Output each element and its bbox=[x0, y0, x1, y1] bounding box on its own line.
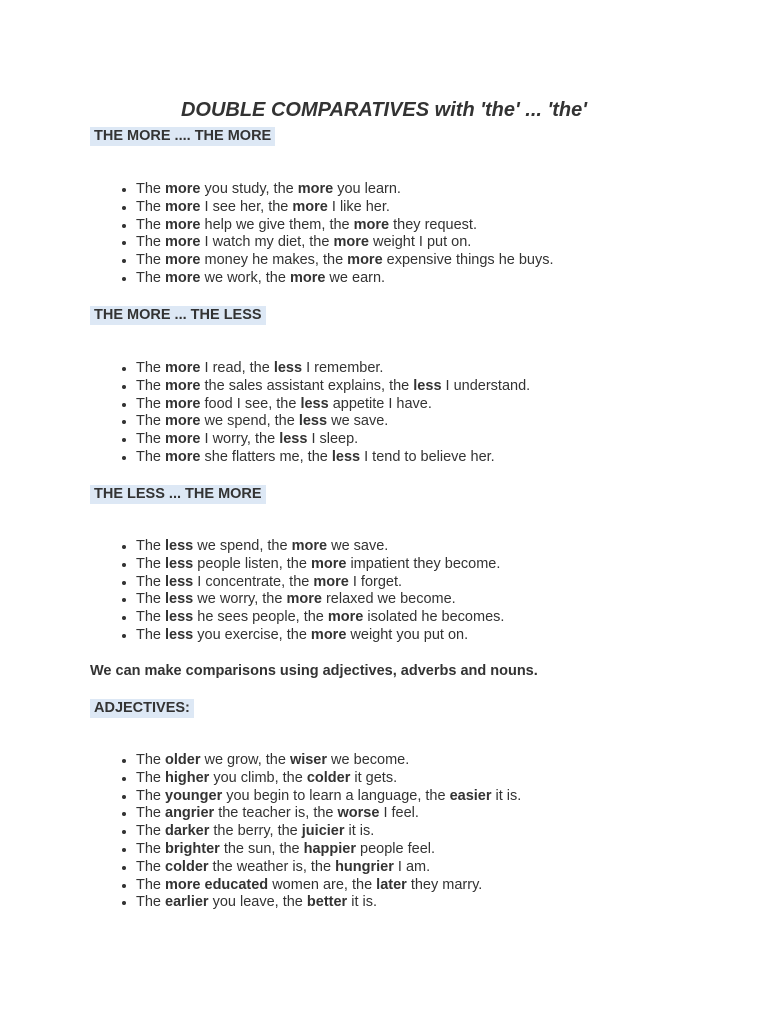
sentence-text: The bbox=[136, 234, 166, 251]
sentence-text: The bbox=[136, 823, 166, 840]
comparative-word: more bbox=[327, 609, 364, 626]
comparative-word: less bbox=[331, 448, 361, 465]
comparative-word: more bbox=[165, 234, 201, 251]
sentence-text: the berry, the bbox=[209, 823, 302, 840]
sentence-text: we spend, the bbox=[193, 538, 292, 554]
list-item bbox=[136, 627, 504, 645]
sentence-text: you begin to learn a language, the bbox=[222, 787, 450, 804]
list-item bbox=[136, 413, 530, 431]
comparative-word: happier bbox=[303, 840, 357, 857]
sentence-text: the sun, the bbox=[219, 840, 304, 857]
comparative-word: more bbox=[333, 234, 369, 251]
sentence-text: The bbox=[136, 858, 166, 875]
comparative-word: easier bbox=[449, 787, 492, 804]
comparative-word: better bbox=[306, 894, 348, 911]
comparative-word: less bbox=[300, 395, 329, 412]
sentence-text: The bbox=[136, 181, 166, 197]
comparative-word: more bbox=[165, 198, 201, 215]
list-item bbox=[136, 894, 521, 912]
comparative-word: more bbox=[347, 252, 383, 269]
comparative-word: more bbox=[165, 395, 201, 412]
comparative-word: older bbox=[165, 752, 201, 768]
comparative-word: less bbox=[165, 573, 194, 590]
sentence-text: you leave, the bbox=[208, 894, 307, 911]
comparative-word: darker bbox=[165, 823, 210, 840]
list-item bbox=[136, 556, 504, 574]
comparative-word: higher bbox=[165, 769, 210, 786]
sentence-text: they request. bbox=[389, 216, 477, 233]
comparative-word: more bbox=[289, 269, 326, 286]
comparative-word: more bbox=[292, 198, 328, 215]
sentence-text: I tend to believe her. bbox=[360, 448, 495, 465]
list-item bbox=[136, 609, 504, 627]
comparative-word: more bbox=[165, 269, 201, 286]
sentence-text: I remember. bbox=[302, 360, 384, 376]
list-item bbox=[136, 181, 554, 199]
comparative-word: less bbox=[165, 626, 194, 643]
comparison-note: We can make comparisons using adjectives, adverbs and nouns. bbox=[90, 663, 538, 679]
sentence-text: The bbox=[136, 752, 166, 768]
sentence-text: you learn. bbox=[333, 181, 401, 197]
sentence-text: The bbox=[136, 395, 166, 412]
comparative-word: more bbox=[310, 555, 347, 572]
list-item bbox=[136, 591, 504, 609]
sentence-text: we earn. bbox=[325, 269, 386, 286]
list-item bbox=[136, 877, 521, 895]
comparative-word: more bbox=[165, 360, 201, 376]
section-heading-more-more: THE MORE .... THE MORE bbox=[90, 127, 275, 146]
sentence-text: we save. bbox=[327, 538, 389, 554]
list-item bbox=[136, 805, 521, 823]
sentence-text: The bbox=[136, 252, 166, 269]
comparative-word: worse bbox=[337, 805, 380, 822]
list-less-more bbox=[90, 538, 504, 645]
sentence-text: I feel. bbox=[379, 805, 419, 822]
comparative-word: later bbox=[376, 876, 407, 893]
sentence-text: she flatters me, the bbox=[200, 448, 332, 465]
comparative-word: hungrier bbox=[335, 858, 394, 875]
sentence-text: The bbox=[136, 609, 166, 626]
comparative-word: more bbox=[165, 216, 201, 233]
comparative-word: more bbox=[165, 413, 201, 430]
sentence-text: The bbox=[136, 591, 166, 608]
comparative-word: more bbox=[165, 431, 201, 448]
sentence-text: you exercise, the bbox=[193, 626, 311, 643]
sentence-text: money he makes, the bbox=[200, 252, 348, 269]
comparative-word: more bbox=[165, 252, 201, 269]
comparative-word: less bbox=[298, 413, 328, 430]
comparative-word: less bbox=[413, 377, 442, 394]
list-item bbox=[136, 199, 554, 217]
comparative-word: less bbox=[273, 360, 303, 376]
comparative-word: more bbox=[353, 216, 390, 233]
sentence-text: The bbox=[136, 431, 166, 448]
list-item bbox=[136, 752, 521, 770]
comparative-word: more bbox=[297, 181, 334, 197]
sentence-text: it is. bbox=[491, 787, 522, 804]
comparative-word: less bbox=[279, 431, 308, 448]
sentence-text: I worry, the bbox=[200, 431, 280, 448]
sentence-text: I sleep. bbox=[307, 431, 359, 448]
sentence-text: I concentrate, the bbox=[193, 573, 314, 590]
sentence-text: The bbox=[136, 448, 166, 465]
list-item bbox=[136, 270, 554, 288]
comparative-word: less bbox=[165, 538, 194, 554]
list-item bbox=[136, 823, 521, 841]
sentence-text: it gets. bbox=[350, 769, 398, 786]
section-heading-more-less: THE MORE ... THE LESS bbox=[90, 306, 266, 325]
comparative-word: wiser bbox=[289, 752, 328, 768]
list-item bbox=[136, 449, 530, 467]
section-heading-adjectives: ADJECTIVES: bbox=[90, 699, 194, 718]
sentence-text: The bbox=[136, 894, 166, 911]
comparative-word: less bbox=[165, 591, 194, 608]
comparative-word: more bbox=[165, 448, 201, 465]
sentence-text: The bbox=[136, 216, 166, 233]
comparative-word: less bbox=[165, 609, 194, 626]
sentence-text: The bbox=[136, 805, 166, 822]
sentence-text: relaxed we become. bbox=[321, 591, 456, 608]
sentence-text: I like her. bbox=[327, 198, 390, 215]
sentence-text: expensive things he buys. bbox=[382, 252, 554, 269]
sentence-text: I watch my diet, the bbox=[200, 234, 334, 251]
comparative-word: more bbox=[165, 181, 201, 197]
list-item bbox=[136, 538, 504, 556]
sentence-text: he sees people, the bbox=[193, 609, 328, 626]
sentence-text: the sales assistant explains, the bbox=[200, 377, 414, 394]
sentence-text: the teacher is, the bbox=[214, 805, 338, 822]
list-item bbox=[136, 234, 554, 252]
section-heading-less-more: THE LESS ... THE MORE bbox=[90, 485, 266, 504]
list-item bbox=[136, 788, 521, 806]
list-item bbox=[136, 841, 521, 859]
comparative-word: juicier bbox=[301, 823, 345, 840]
sentence-text: The bbox=[136, 573, 166, 590]
list-item bbox=[136, 431, 530, 449]
list-item bbox=[136, 360, 530, 378]
comparative-word: more bbox=[310, 626, 347, 643]
comparative-word: colder bbox=[306, 769, 351, 786]
list-item bbox=[136, 574, 504, 592]
comparative-word: younger bbox=[165, 787, 223, 804]
sentence-text: people feel. bbox=[356, 840, 436, 857]
sentence-text: I forget. bbox=[348, 573, 403, 590]
sentence-text: The bbox=[136, 555, 166, 572]
list-item bbox=[136, 396, 530, 414]
list-item bbox=[136, 217, 554, 235]
sentence-text: we work, the bbox=[200, 269, 290, 286]
sentence-text: The bbox=[136, 769, 166, 786]
sentence-text: I am. bbox=[393, 858, 431, 875]
sentence-text: I read, the bbox=[200, 360, 274, 376]
comparative-word: more bbox=[286, 591, 322, 608]
page-title: DOUBLE COMPARATIVES with 'the' ... 'the' bbox=[180, 99, 588, 121]
list-adjectives bbox=[90, 752, 521, 912]
sentence-text: appetite I have. bbox=[328, 395, 432, 412]
sentence-text: The bbox=[136, 377, 166, 394]
sentence-text: The bbox=[136, 876, 166, 893]
sentence-text: The bbox=[136, 626, 166, 643]
comparative-word: angrier bbox=[165, 805, 215, 822]
sentence-text: women are, the bbox=[268, 876, 377, 893]
sentence-text: The bbox=[136, 840, 166, 857]
sentence-text: I understand. bbox=[441, 377, 531, 394]
sentence-text: The bbox=[136, 787, 166, 804]
comparative-word: more bbox=[165, 377, 201, 394]
sentence-text: we spend, the bbox=[200, 413, 299, 430]
list-item bbox=[136, 770, 521, 788]
sentence-text: they marry. bbox=[406, 876, 483, 893]
sentence-text: The bbox=[136, 413, 166, 430]
list-more-less bbox=[90, 360, 530, 467]
sentence-text: impatient they become. bbox=[346, 555, 501, 572]
sentence-text: you climb, the bbox=[209, 769, 307, 786]
sentence-text: we worry, the bbox=[193, 591, 287, 608]
sentence-text: I see her, the bbox=[200, 198, 293, 215]
sentence-text: weight you put on. bbox=[346, 626, 469, 643]
sentence-text: people listen, the bbox=[193, 555, 311, 572]
sentence-text: we become. bbox=[327, 752, 410, 768]
comparative-word: colder bbox=[165, 858, 209, 875]
sentence-text: we grow, the bbox=[200, 752, 290, 768]
sentence-text: the weather is, the bbox=[208, 858, 336, 875]
sentence-text: it is. bbox=[344, 823, 375, 840]
sentence-text: it is. bbox=[347, 894, 378, 911]
comparative-word: brighter bbox=[165, 840, 220, 857]
sentence-text: isolated he becomes. bbox=[363, 609, 505, 626]
sentence-text: help we give them, the bbox=[200, 216, 354, 233]
sentence-text: we save. bbox=[327, 413, 389, 430]
sentence-text: food I see, the bbox=[200, 395, 301, 412]
comparative-word: earlier bbox=[165, 894, 209, 911]
comparative-word: more bbox=[313, 573, 349, 590]
sentence-text: The bbox=[136, 269, 166, 286]
sentence-text: The bbox=[136, 198, 166, 215]
comparative-word: more educated bbox=[165, 876, 269, 893]
list-item bbox=[136, 859, 521, 877]
list-item bbox=[136, 252, 554, 270]
list-item bbox=[136, 378, 530, 396]
comparative-word: more bbox=[291, 538, 328, 554]
list-more-more bbox=[90, 181, 554, 288]
sentence-text: weight I put on. bbox=[368, 234, 472, 251]
sentence-text: you study, the bbox=[200, 181, 298, 197]
sentence-text: The bbox=[136, 360, 166, 376]
comparative-word: less bbox=[165, 555, 194, 572]
sentence-text: The bbox=[136, 538, 166, 554]
